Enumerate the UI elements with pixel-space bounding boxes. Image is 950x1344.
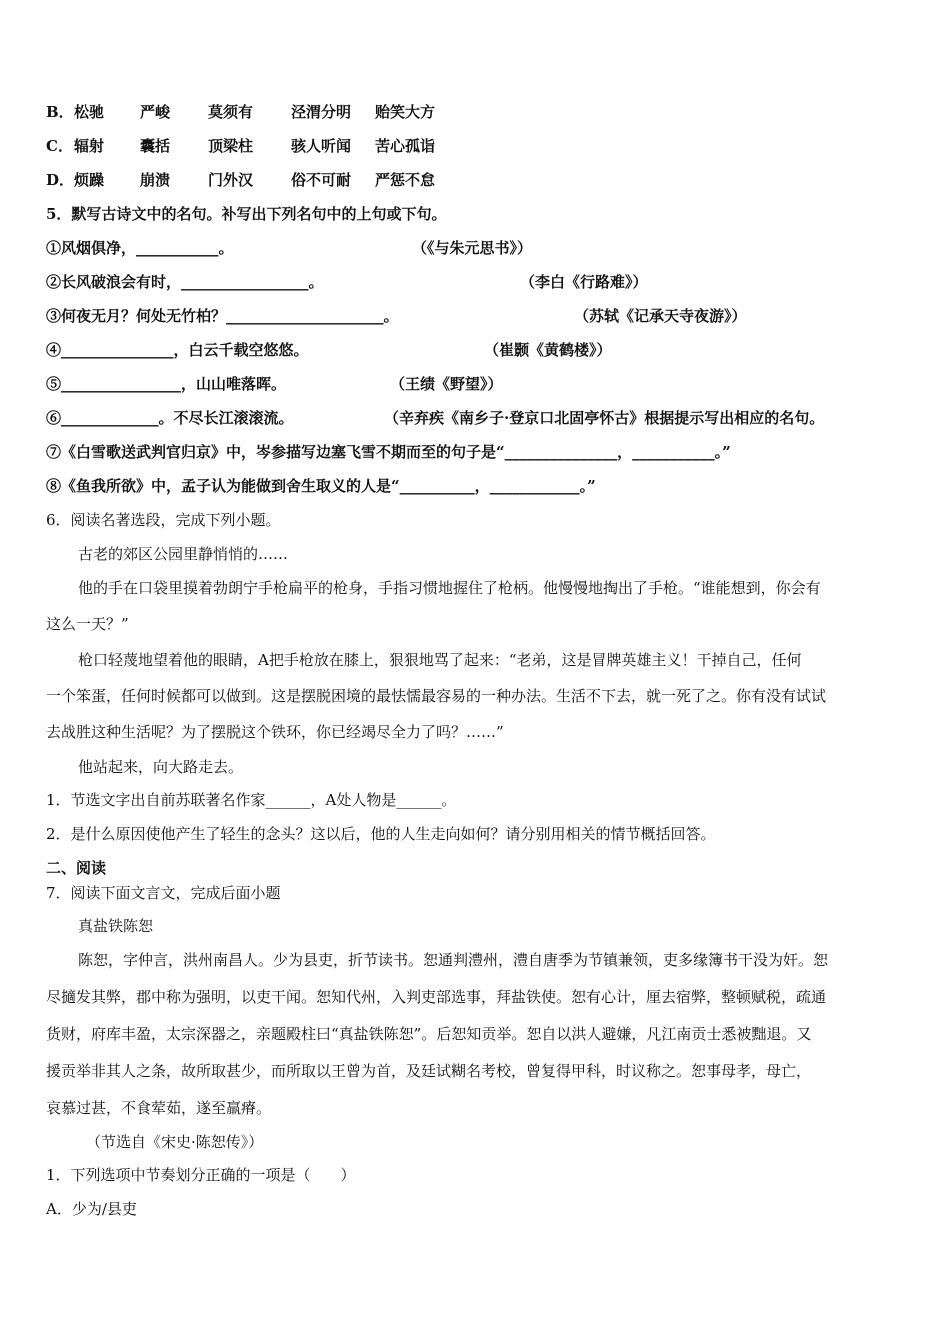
section-heading: 二、阅读 — [46, 859, 107, 877]
q5-item-4 — [46, 340, 908, 360]
q6-subquestion-1: 1．节选文字出自前苏联著名作家______，A处人物是______。 — [46, 791, 457, 809]
q5-item-text: ②长风破浪会有时，_________________。 — [46, 273, 324, 291]
q7-passage-line: 陈恕，字仲言，洪州南昌人。少为县吏，折节读书。恕通判澧州，澧自唐季为节镇兼领，吏多缘簿书干没为奸。恕 — [78, 951, 829, 969]
q6-paragraph: 这么一天？” — [46, 615, 129, 633]
option-word: 泾渭分明 — [291, 103, 352, 121]
q6-paragraph: 去战胜这种生活呢？为了摆脱这个铁环，你已经竭尽全力了吗？……” — [46, 723, 504, 741]
q7-passage-heading: 真盐铁陈恕 — [78, 917, 154, 935]
option-letter: C． — [46, 137, 73, 155]
q5-item-source: （苏轼《记承天寺夜游》） — [574, 307, 747, 325]
q7-passage-line: 援贡举非其人之条，故所取甚少，而所取以王曾为首，及廷试糊名考校，曾复得甲科，时议称之。恕事母孝，母亡， — [46, 1062, 812, 1080]
q5-item-source: （李白《行路难》） — [520, 273, 648, 291]
q5-item-text: ⑥_____________。不尽长江滚滚流。 — [46, 409, 294, 427]
option-word: 囊括 — [140, 137, 171, 155]
option-word: 顶梁柱 — [208, 137, 254, 155]
q5-item-7: ⑦《白雪歌送武判官归京》中，岑参描写边塞飞雪不期而至的句子是“_______________，___________。” — [46, 443, 731, 461]
q5-item-source: （辛弃疾《南乡子·登京口北固亭怀古》根据提示写出相应的名句。 — [384, 409, 825, 427]
q5-item-text: ⑤________________，山山唯落晖。 — [46, 375, 287, 393]
option-letter: B． — [46, 103, 74, 121]
option-word: 严惩不怠 — [375, 171, 436, 189]
q5-item-6 — [46, 408, 908, 428]
q5-item-text: ①风烟俱净，___________。 — [46, 239, 234, 257]
option-word: 俗不可耐 — [291, 171, 352, 189]
q6-paragraph: 他站起来，向大路走去。 — [78, 758, 244, 776]
q7-passage-line: 哀慕过甚，不食荤茹，遂至羸瘠。 — [46, 1099, 272, 1117]
q5-item-1 — [46, 238, 908, 258]
q5-title: 5．默写古诗文中的名句。补写出下列名句中的上句或下句。 — [46, 205, 447, 223]
q6-paragraph: 他的手在口袋里摸着勃朗宁手枪扁平的枪身，手指习惯地握住了枪柄。他慢慢地掏出了手枪。“谁能想到，你会有 — [78, 579, 821, 597]
q5-item-source: （崔颢《黄鹤楼》） — [484, 341, 612, 359]
q6-subquestion-2: 2．是什么原因使他产生了轻生的念头？这以后，他的人生走向如何？请分别用相关的情节概括回答。 — [46, 825, 716, 843]
q5-item-8: ⑧《鱼我所欲》中，孟子认为能做到舍生取义的人是“__________，____________。” — [46, 477, 596, 495]
q7-passage-line: 货财，府库丰盈，太宗深器之，亲题殿柱曰“真盐铁陈恕”。后恕知贡举。恕自以洪人避嫌，凡江南贡士悉被黜退。又 — [46, 1025, 812, 1043]
q5-item-source: （《与朱元思书》） — [412, 239, 533, 257]
q7-passage-line: 尽擿发其弊，郡中称为强明，以吏干闻。恕知代州，入判吏部选事，拜盐铁使。恕有心计，厘去宿弊，整顿赋税，疏通 — [46, 988, 827, 1006]
q6-title: 6．阅读名著选段，完成下列小题。 — [46, 511, 281, 529]
option-word: 严峻 — [140, 103, 171, 121]
q5-item-5 — [46, 374, 908, 394]
q6-paragraph: 枪口轻蔑地望着他的眼睛，A把手枪放在膝上，狠狠地骂了起来：“老弟，这是冒牌英雄主义！干掉自己，任何 — [78, 651, 802, 669]
q7-option-a: A．少为/县吏 — [46, 1200, 137, 1218]
option-word: 门外汉 — [208, 171, 254, 189]
q6-paragraph: 一个笨蛋，任何时候都可以做到。这是摆脱困境的最怯懦最容易的一种办法。生活不下去，就一死了之。你有没有试试 — [46, 687, 827, 705]
q5-item-source: （王绩《野望》） — [390, 375, 503, 393]
q5-item-2 — [46, 272, 908, 292]
q5-item-3 — [46, 306, 908, 326]
option-word: 崩溃 — [140, 171, 171, 189]
option-word: 骇人听闻 — [291, 137, 352, 155]
option-word: 苦心孤诣 — [375, 137, 436, 155]
q5-item-text: ③何夜无月？何处无竹柏？_____________________。 — [46, 307, 399, 325]
q6-paragraph: 古老的郊区公园里静悄悄的…… — [78, 545, 289, 563]
q7-title: 7．阅读下面文言文，完成后面小题 — [46, 884, 281, 902]
option-word: 烦躁 — [74, 171, 105, 189]
q5-item-text: ④_______________，白云千载空悠悠。 — [46, 341, 309, 359]
q7-source: （节选自《宋史·陈恕传》） — [86, 1133, 264, 1151]
option-word: 松驰 — [74, 103, 105, 121]
option-word: 贻笑大方 — [375, 103, 436, 121]
option-letter: D． — [46, 171, 75, 189]
option-word: 辐射 — [74, 137, 105, 155]
option-word: 莫须有 — [208, 103, 254, 121]
q7-subquestion-1: 1．下列选项中节奏划分正确的一项是（ ） — [46, 1166, 356, 1184]
